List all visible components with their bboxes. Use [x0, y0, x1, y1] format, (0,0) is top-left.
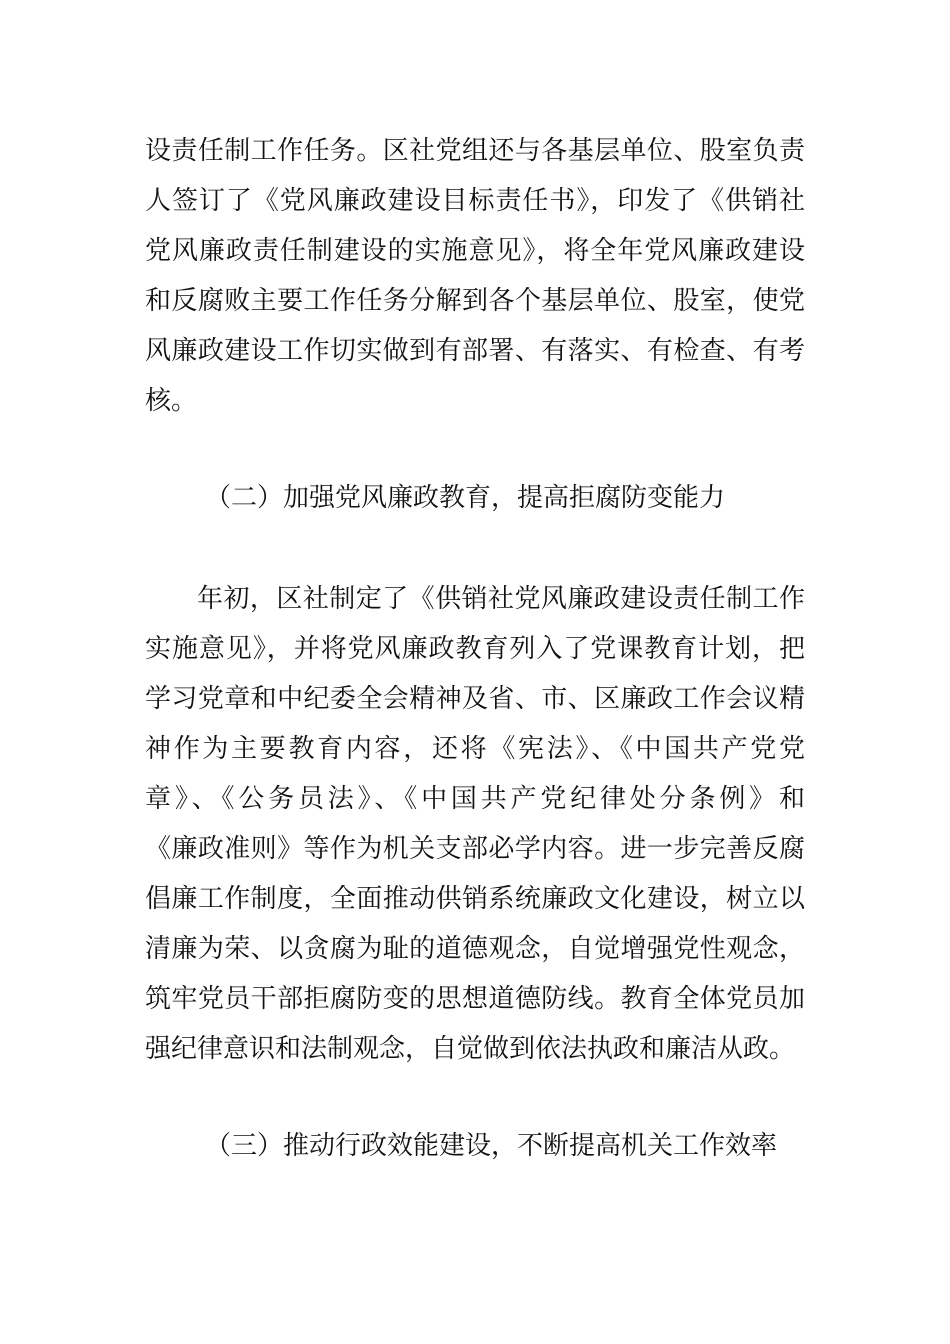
paragraph-line: 设责任制工作任务。区社党组还与各基层单位、股室负责	[145, 136, 805, 166]
section-heading: （三）推动行政效能建设，不断提高机关工作效率	[205, 1131, 778, 1161]
paragraph-line: 实施意见》，并将党风廉政教育列入了党课教育计划，把	[145, 634, 805, 664]
paragraph-line: 《廉政准则》等作为机关支部必学内容。进一步完善反腐	[145, 834, 805, 864]
paragraph-line: 核。	[145, 386, 198, 416]
paragraph-line: 人签订了《党风廉政建设目标责任书》，印发了《供销社	[145, 186, 805, 216]
paragraph-line: 强纪律意识和法制观念，自觉做到依法执政和廉洁从政。	[145, 1034, 796, 1064]
paragraph-line: 风廉政建设工作切实做到有部署、有落实、有检查、有考	[145, 336, 805, 366]
section-heading: （二）加强党风廉政教育，提高拒腐防变能力	[205, 483, 726, 513]
paragraph-line: 学习党章和中纪委全会精神及省、市、区廉政工作会议精	[145, 684, 805, 714]
paragraph-line: 章》、《公务员法》、《中国共产党纪律处分条例》和	[145, 784, 805, 814]
paragraph-line: 党风廉政责任制建设的实施意见》，将全年党风廉政建设	[145, 236, 805, 266]
paragraph-line: 筑牢党员干部拒腐防变的思想道德防线。教育全体党员加	[145, 984, 805, 1014]
paragraph-line: 和反腐败主要工作任务分解到各个基层单位、股室，使党	[145, 286, 805, 316]
paragraph-line: 神作为主要教育内容，还将《宪法》、《中国共产党党	[145, 734, 805, 764]
paragraph-line: 年初，区社制定了《供销社党风廉政建设责任制工作	[197, 584, 805, 614]
paragraph-line: 倡廉工作制度，全面推动供销系统廉政文化建设，树立以	[145, 884, 805, 914]
paragraph-line: 清廉为荣、以贪腐为耻的道德观念，自觉增强党性观念，	[145, 934, 805, 964]
